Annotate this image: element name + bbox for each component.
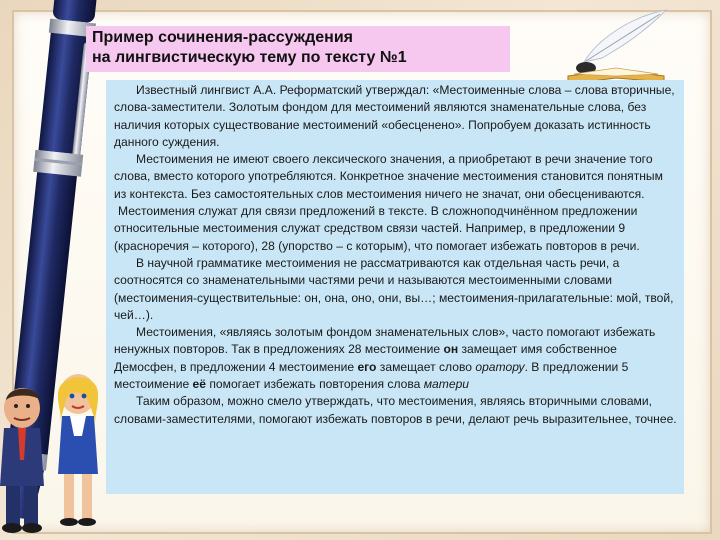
word-example-materi: матери: [423, 377, 470, 392]
slide-title-box: [86, 26, 510, 72]
slide-title-line-2: на лингвистическую тему по тексту №1: [92, 49, 407, 66]
essay-text: Местоимения, «являясь золотым фондом знаменательных слов», часто помогают избежать ненужных повторов. Так в предложениях 28 местоимение: [114, 325, 656, 357]
pronoun-example-on: он: [443, 342, 459, 357]
essay-paragraph-6: [114, 393, 678, 428]
cartoon-people-icon: [0, 356, 110, 540]
quill-and-book-icon: [556, 6, 676, 90]
pronoun-example-ego: его: [357, 359, 377, 374]
essay-paragraph-5: [114, 324, 678, 393]
essay-text: Известный лингвист А.А. Реформатский утверждал: «Местоименные слова – слова вторичные, слова-заместители. Золотым фондом для местоимений являются знаменательные слова, без наличия которых существование местоимений «обесценено». Попробуем доказать истинность данного суждения.: [114, 83, 675, 149]
slide-title-line-1: Пример сочинения-рассуждения: [92, 29, 353, 46]
essay-text: замещает имя собственное Демосфен, в предложении 4 местоимение: [114, 342, 617, 374]
word-example-oratoru: оратору: [475, 359, 525, 374]
essay-text: Местоимения не имеют своего лексического значения, а приобретают в речи значение того слова, вместо которого употребляются. Конкретное значение местоимения становится понятным из контекста. Без самостоятельных слов местоимения ничего не значат, они обесцениваются.: [114, 152, 663, 201]
essay-paragraph-4: [114, 255, 678, 324]
essay-text: Таким образом, можно смело утверждать, что местоимения, являясь вторичными словами, словами-заместителями, помогают избежать повторов в речи, делают речь выразительнее, точнее.: [114, 394, 677, 426]
essay-paragraph-3: [114, 203, 678, 255]
essay-paragraph-2: [114, 151, 678, 203]
essay-text: помогает избежать повторения слова: [206, 377, 424, 392]
essay-text-block: [106, 80, 684, 494]
essay-paragraph-1: [114, 82, 678, 151]
essay-text: замещает слово: [376, 359, 476, 374]
pronoun-example-ee: её: [192, 377, 206, 392]
essay-text: . В предложении 5 местоимение: [114, 359, 629, 392]
essay-text: В научной грамматике местоимения не рассматриваются как отдельная часть речи, а соотносятся со знаменательными частями речи и называются местоименными словами (местоимения-существительные: он, она, оно, они, вы…; местоимения-прилагательные: мой, твой, чей…).: [114, 255, 674, 322]
essay-text: Местоимения служат для связи предложений в тексте. В сложноподчинённом предложении относительные местоимения служат средством связи частей. Например, в предложении 9 (красноречия – которого), 28 (упорство – с которым), что помогает избежать повторов в речи.: [114, 204, 640, 253]
